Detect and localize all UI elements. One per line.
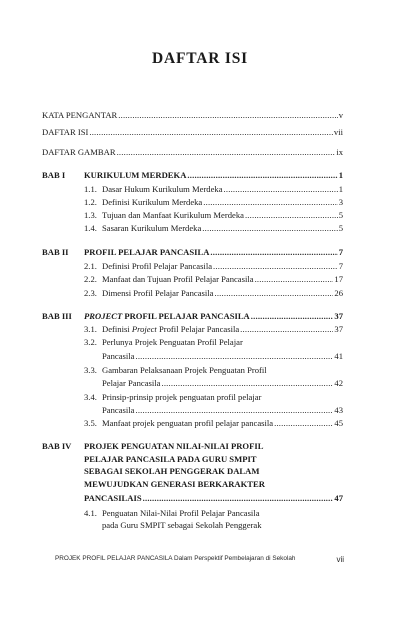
leader-dots <box>203 197 337 208</box>
chapter-title: PROFIL PELAJAR PANCASILA <box>84 247 210 257</box>
toc-page-number: 1 <box>338 170 343 180</box>
toc-entry-3-3-line1[interactable] <box>84 364 267 376</box>
leader-dots <box>187 170 337 181</box>
toc-page-number: 41 <box>334 351 343 361</box>
toc-entry-1-2[interactable] <box>84 197 343 208</box>
toc-chapter-2[interactable] <box>84 247 343 258</box>
chapter-label: BAB II <box>42 247 69 257</box>
chapter-label: BAB III <box>42 311 72 321</box>
footer-page-number: vii <box>336 555 344 564</box>
leader-dots <box>89 127 333 138</box>
leader-dots <box>245 210 338 221</box>
section-title: Dimensi Profil Pelajar Pancasila <box>102 288 214 298</box>
section-title-continued: pada Guru SMPIT sebagai Sekolah Penggerak <box>102 520 262 531</box>
toc-entry-2-3[interactable] <box>84 288 343 299</box>
toc-entry-daftar-isi[interactable] <box>42 127 343 138</box>
toc-page-number: 43 <box>334 405 343 415</box>
chapter-label: BAB IV <box>42 441 72 451</box>
chapter-title-line: PANCASILAIS <box>84 493 142 503</box>
leader-dots <box>210 247 337 258</box>
leader-dots <box>214 288 333 299</box>
leader-dots <box>143 493 334 504</box>
toc-page-number: 3 <box>338 197 343 207</box>
toc-entry-3-5[interactable] <box>84 418 343 429</box>
toc-entry-3-3-line2[interactable] <box>102 378 343 389</box>
chapter-title: KURIKULUM MERDEKA <box>84 170 187 180</box>
toc-entry-1-1[interactable] <box>84 184 343 195</box>
toc-page-number: 1 <box>338 184 343 194</box>
toc-entry-2-1[interactable] <box>84 261 343 272</box>
section-title: Gambaran Pelaksanaan Projek Penguatan Profil <box>102 365 267 375</box>
section-title-continued: Pelajar Pancasila <box>102 378 161 388</box>
toc-chapter-3[interactable] <box>84 311 343 322</box>
section-title-suffix: Profil Pelajar Pancasila <box>156 324 240 334</box>
leader-dots <box>117 147 336 158</box>
chapter-title-line: MEWUJUDKAN GENERASI BERKARAKTER <box>84 478 265 489</box>
toc-entry-daftar-gambar[interactable] <box>42 147 343 158</box>
toc-entry-kata-pengantar[interactable] <box>42 110 343 121</box>
toc-page-number: 37 <box>334 311 343 321</box>
toc-chapter-1[interactable] <box>84 170 343 181</box>
toc-page-number: 7 <box>338 247 343 257</box>
toc-entry-3-4-line2[interactable] <box>102 405 343 416</box>
toc-entry-3-2-line2[interactable] <box>102 351 343 362</box>
toc-page-number: 5 <box>338 223 343 233</box>
leader-dots <box>161 378 333 389</box>
chapter-title-line: SEBAGAI SEKOLAH PENGGERAK DALAM <box>84 466 260 477</box>
chapter-title-line: PELAJAR PANCASILA PADA GURU SMPIT <box>84 453 257 464</box>
section-number: 3.4. <box>84 392 97 402</box>
section-title: Manfaat dan Tujuan Profil Pelajar Pancasila <box>102 274 254 284</box>
toc-entry-4-1[interactable] <box>84 507 262 532</box>
leader-dots <box>135 405 333 416</box>
toc-chapter-4-last[interactable] <box>84 493 343 504</box>
chapter-title-italic: PROJECT <box>84 311 123 321</box>
toc-entry-3-4-line1[interactable] <box>84 391 261 403</box>
toc-entry-1-3[interactable] <box>84 210 343 221</box>
section-title: Definisi Kurikulum Merdeka <box>102 197 203 207</box>
section-number: 1.2. <box>84 197 97 207</box>
section-number: 3.3. <box>84 365 97 375</box>
leader-dots <box>118 110 337 121</box>
leader-dots <box>251 311 334 322</box>
toc-entry-3-2-line1[interactable] <box>84 336 243 348</box>
section-number: 2.2. <box>84 274 97 284</box>
section-number: 4.1. <box>84 508 97 518</box>
section-number: 1.1. <box>84 184 97 194</box>
section-title: Sasaran Kurikulum Merdeka <box>102 223 202 233</box>
leader-dots <box>274 418 333 429</box>
toc-page-number: 17 <box>334 274 343 284</box>
section-title-continued: Pancasila <box>102 351 135 361</box>
section-number: 3.2. <box>84 337 97 347</box>
leader-dots <box>255 274 334 285</box>
chapter-title-line: PROJEK PENGUATAN NILAI-NILAI PROFIL <box>84 441 264 451</box>
chapter-title: PROFIL PELAJAR PANCASILA <box>122 311 250 321</box>
section-title: Dasar Hukum Kurikulum Merdeka <box>102 184 223 194</box>
toc-page-number: 47 <box>334 493 343 503</box>
section-title-italic: Project <box>131 324 157 334</box>
section-title: Manfaat projek penguatan profil pelajar pancasila <box>102 418 274 428</box>
toc-entry-3-1[interactable] <box>84 324 343 335</box>
footer-text: PROJEK PROFIL PELAJAR PANCASILA Dalam Perspektif Pembelajaran di Sekolah <box>55 555 296 562</box>
toc-page-number: vii <box>333 127 343 137</box>
toc-entry-label: DAFTAR GAMBAR <box>42 147 116 157</box>
section-title: Perlunya Projek Penguatan Profil Pelajar <box>102 337 243 347</box>
toc-entry-1-4[interactable] <box>84 223 343 234</box>
section-number: 3.5. <box>84 418 97 428</box>
leader-dots <box>213 261 338 272</box>
toc-page-number: v <box>338 110 343 120</box>
section-title-prefix: Definisi <box>102 324 132 334</box>
section-number: 1.3. <box>84 210 97 220</box>
toc-entry-label: KATA PENGANTAR <box>42 110 118 120</box>
toc-page-number: 37 <box>334 324 343 334</box>
toc-page-number: ix <box>336 147 343 157</box>
section-title-continued: Pancasila <box>102 405 135 415</box>
toc-page-number: 42 <box>334 378 343 388</box>
page-footer <box>55 555 344 564</box>
section-title: Definisi Profil Pelajar Pancasila <box>102 261 213 271</box>
toc-page-number: 45 <box>334 418 343 428</box>
section-number: 1.4. <box>84 223 97 233</box>
section-number: 3.1. <box>84 324 97 334</box>
chapter-label: BAB I <box>42 170 66 180</box>
toc-entry-label: DAFTAR ISI <box>42 127 89 137</box>
page-title: DAFTAR ISI <box>152 50 248 67</box>
section-number: 2.3. <box>84 288 97 298</box>
leader-dots <box>240 324 333 335</box>
leader-dots <box>224 184 338 195</box>
leader-dots <box>202 223 337 234</box>
section-title: Penguatan Nilai-Nilai Profil Pelajar Pancasila <box>102 508 260 518</box>
toc-page-number: 26 <box>334 288 343 298</box>
section-number: 2.1. <box>84 261 97 271</box>
toc-page-number: 5 <box>338 210 343 220</box>
toc-page-number: 7 <box>338 261 343 271</box>
section-title: Tujuan dan Manfaat Kurikulum Merdeka <box>102 210 244 220</box>
leader-dots <box>135 351 333 362</box>
toc-entry-2-2[interactable] <box>84 274 343 285</box>
toc-chapter-4-title[interactable] <box>84 440 265 490</box>
section-title: Prinsip-prinsip projek penguatan profil pelajar <box>102 392 262 402</box>
